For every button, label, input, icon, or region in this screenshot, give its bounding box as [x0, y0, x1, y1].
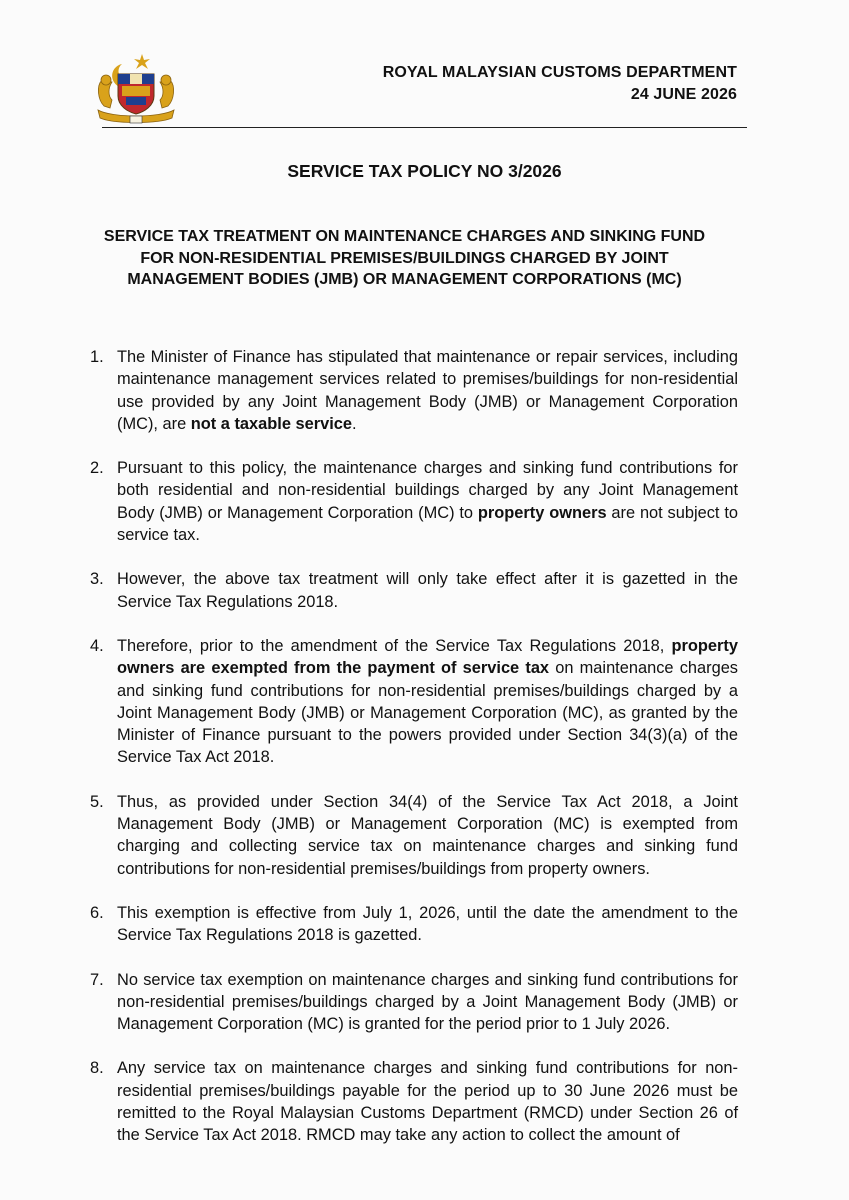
- paragraph-number: 8.: [90, 1059, 104, 1078]
- issue-date: 24 JUNE 2026: [630, 86, 737, 103]
- paragraph-text: [117, 791, 738, 880]
- paragraph-7: [90, 969, 738, 1036]
- text-run: are not subject to service tax.: [117, 503, 738, 545]
- department-name: ROYAL MALAYSIAN CUSTOMS DEPARTMENT: [382, 64, 737, 81]
- text-run: Pursuant to this policy, the maintenance charges and sinking fund contributions for both residential and non-residential buildings charged by any Joint Management Body (JMB) or Management Corporation (MC) to: [117, 459, 738, 522]
- paragraph-8: [90, 1057, 738, 1146]
- text-run: This exemption is effective from July 1, 2026, until the date the amendment to the Service Tax Regulations 2018 is gazetted.: [117, 903, 738, 945]
- paragraph-1: [90, 346, 738, 435]
- paragraph-number: 3.: [90, 570, 104, 589]
- text-run: No service tax exemption on maintenance charges and sinking fund contributions for non-residential premises/buildings charged by a Joint Management Body (JMB) or Management Corporation (MC) is granted for the period prior to 1 July 2026.: [117, 970, 738, 1034]
- text-run: However, the above tax treatment will only take effect after it is gazetted in the Service Tax Regulations 2018.: [117, 570, 738, 611]
- paragraph-4: [90, 635, 738, 769]
- paragraph-text: [117, 969, 738, 1036]
- paragraph-2: [90, 457, 738, 546]
- bold-text: property owners are exempted from the payment of service tax: [117, 636, 738, 678]
- paragraph-number: 6.: [90, 903, 104, 922]
- policy-title: SERVICE TAX POLICY NO 3/2026: [287, 161, 562, 181]
- paragraph-5: [90, 791, 738, 880]
- letterhead: [383, 62, 737, 106]
- paragraph-text: [117, 1057, 738, 1146]
- paragraph-6: [90, 902, 738, 947]
- paragraph-text: [117, 568, 738, 613]
- header-divider: [102, 127, 747, 128]
- paragraph-number: 7.: [90, 970, 104, 989]
- paragraph-text: [117, 346, 738, 435]
- text-run: Any service tax on maintenance charges and sinking fund contributions for non-residential premises/buildings payable for the period up to 30 June 2026 must be remitted to the Royal Malaysian Customs Department (RMCD) under Section 26 of the Service Tax Act 2018. RMCD may take any action to collect the amount of: [117, 1059, 738, 1145]
- paragraph-text: [117, 457, 738, 546]
- paragraph-text: [117, 902, 738, 947]
- paragraph-number: 1.: [90, 348, 104, 366]
- text-run: Thus, as provided under Section 34(4) of the Service Tax Act 2018, a Joint Management Body (JMB) or Management Corporation (MC) is exempted from charging and collecting service tax on maintenance charges and sinking fund contributions for non-residential premises/buildings from property owners.: [117, 792, 738, 878]
- text-run: .: [352, 414, 357, 433]
- malaysia-coat-of-arms-icon: [92, 50, 180, 128]
- policy-subject: SERVICE TAX TREATMENT ON MAINTENANCE CHARGES AND SINKING FUND FOR NON-RESIDENTIAL PREMISES/BUILDINGS CHARGED BY JOINT MANAGEMENT BODIES (JMB) OR MANAGEMENT CORPORATIONS (MC): [103, 228, 706, 288]
- paragraph-text: [117, 635, 738, 769]
- paragraph-number: 2.: [90, 459, 104, 478]
- bold-text: property owners: [477, 503, 607, 522]
- paragraph-number: 4.: [90, 636, 104, 655]
- paragraph-3: [90, 568, 738, 613]
- paragraph-number: 5.: [90, 792, 104, 811]
- text-run: on maintenance charges and sinking fund contributions for non-residential premises/buildings charged by a Joint Management Body (JMB) or Management Corporation (MC), as granted by the Minister of Finance pursuant to the powers provided under Section 34(3)(a) of the Service Tax Act 2018.: [117, 659, 739, 767]
- text-run: Therefore, prior to the amendment of the Service Tax Regulations 2018,: [117, 636, 672, 655]
- policy-paragraphs: [90, 346, 738, 1169]
- bold-text: not a taxable service: [190, 414, 353, 433]
- text-run: The Minister of Finance has stipulated that maintenance or repair services, including maintenance management services related to premises/buildings for non-residential use provided by any Joint Management Body (JMB) or Management Corporation (MC), are: [117, 348, 738, 433]
